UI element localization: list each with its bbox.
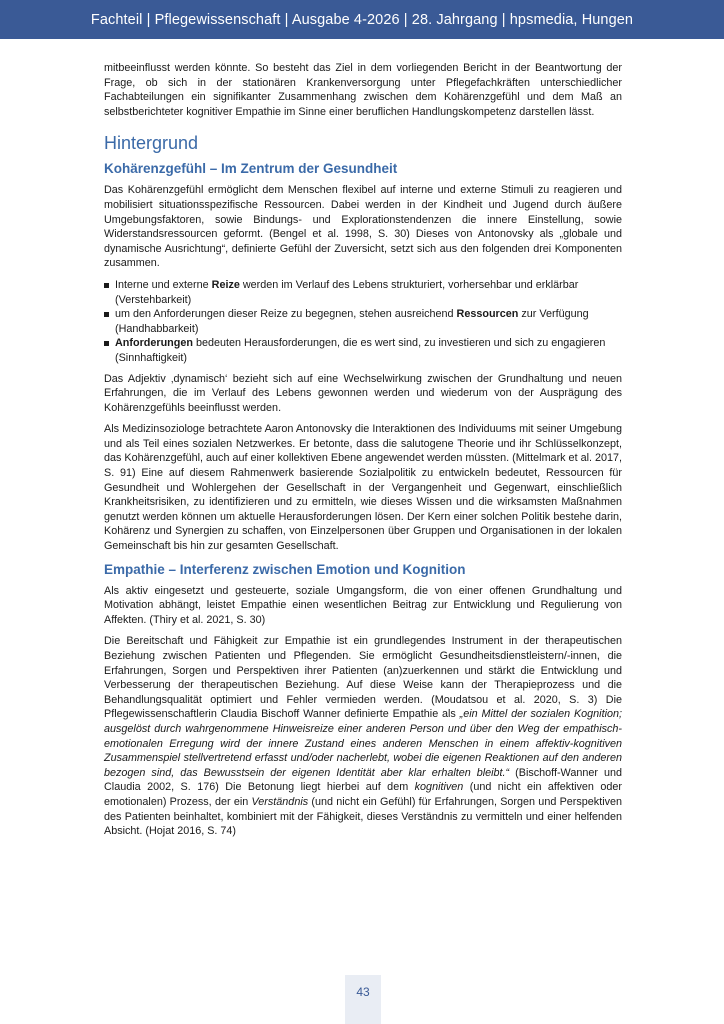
article-body [104,61,622,846]
paragraph: Das Kohärenzgefühl ermöglicht dem Menschen flexibel auf interne und externe Stimuli zu reagieren und mobilisiert situationsspezifische Ressourcen. Dabei werden in der Kindheit und Jugend durch äußere Umgebungsfaktoren, sowie Bindungs- und Explorationstendenzen die innere Einstellung, sowie Widerstandsressourcen geformt. (Bengel et al. 1998, S. 30) Dieses von Antonovsky als „globale und dynamische Ausrichtung“, definierte Gefühl der Zuversicht, setzt sich aus den folgenden drei Komponenten zusammen. [104,184,622,270]
bullet-square-icon [104,341,109,346]
section-heading: Hintergrund [104,133,199,154]
list-item: Interne und externe Reize werden im Verlauf des Lebens strukturiert, vorhersehbar und erklärbar (Verstehbarkeit) [104,278,622,307]
list-item: Anforderungen bedeuten Herausforderungen, die es wert sind, zu investieren und sich zu engagieren (Sinnhaftigkeit) [104,336,622,365]
header-text: Fachteil | Pflegewissenschaft | Ausgabe 4-2026 | 28. Jahrgang | hpsmedia, Hungen [90,11,634,28]
paragraph: Als aktiv eingesetzt und gesteuerte, soziale Umgangsform, die von einer offenen Grundhaltung und Motivation abhängt, leistet Empathie einen wesentlichen Beitrag zur Entwicklung und Regulierung von Affekten. (Thiry et al. 2021, S. 30) [104,584,622,626]
bullet-square-icon [104,283,109,288]
definition-quote: „ein Mittel der sozialen Kognition; ausgelöst durch wahrgenommene Hinweisreize einer anderen Person und über den Weg der empathisch-emotionalen Erregung wird der innere Zustand eines anderen Menschen in einem affektiv-kognitiven Zusammenspiel stellvertretend erfasst und/oder nacherlebt, wobei die eigenen Reaktionen auf den anderen bezogen sind, das Bewusstsein der eigenen Identität aber klar erhalten bleibt.“ [104,708,622,779]
subheading-empathie: Empathie – Interferenz zwischen Emotion und Kognition [104,561,466,577]
paragraph: Das Adjektiv ‚dynamisch‘ bezieht sich auf eine Wechselwirkung zwischen der Grundhaltung und neuen Erfahrungen, die im Verlauf des Lebens gewonnen werden und wiederum von der Ausprägung des Kohärenzgefühls beeinflusst werden. [104,372,622,414]
subheading-koherenzgefuehl: Kohärenzgefühl – Im Zentrum der Gesundheit [104,161,398,177]
page-header [0,0,724,39]
list-item: um den Anforderungen dieser Reize zu begegnen, stehen ausreichend Ressourcen zur Verfügung (Handhabbarkeit) [104,307,622,336]
page-number: 43 [356,985,370,999]
bullet-square-icon [104,312,109,317]
paragraph: Die Bereitschaft und Fähigkeit zur Empathie ist ein grundlegendes Instrument in der therapeutischen Beziehung zwischen Patienten und Pflegenden. Sie ermöglicht Gesundheitsdienstleistern/-innen, die Erfahrungen, Sorgen und Perspektiven ihrer Patienten (an)zuerkennen und stärkt die Entwicklung und Verbesserung der therapeutischen Beziehung. Auf diese Weise kann der Therapieprozess und die Behandlungsqualität optimiert und Fehler vermieden werden. (Moudatsou et al. 2020, S. 3) Die Pflegewissenschaftlerin Claudia Bischoff Wanner definierte Empathie als „ein Mittel der sozialen Kognition; ausgelöst durch wahrgenommene Hinweisreize einer anderen Person und über den Weg der empathisch-emotionalen Erregung wird der innere Zustand eines anderen Menschen in einem affektiv-kognitiven Zusammenspiel stellvertretend erfasst und/oder nacherlebt, wobei die eigenen Reaktionen auf den anderen bezogen sind, das Bewusstsein der eigenen Identität aber klar erhalten bleibt.“ (Bischoff-Wanner und Claudia 2002, S. 176) Die Betonung liegt hierbei auf dem kognitiven (und nicht ein affektiven oder emotionalen) Prozess, der ein Verständnis (und nicht ein Gefühl) für Erfahrungen, Sorgen und Perspektiven des Patienten beinhaltet, kombiniert mit der Fähigkeit, dieses Verständnis zu vermitteln und einer helfenden Absicht. (Hojat 2016, S. 74) [104,635,623,838]
intro-paragraph: mitbeeinflusst werden könnte. So besteht das Ziel in dem vorliegenden Bericht in der Beantwortung der Frage, ob sich in der stationären Krankenversorgung unter Pflegefachkräften unterschiedlicher Fachabteilungen ein signifikanter Zusammenhang zwischen dem Kohärenzgefühl und dem Maß an selbstberichteter kognitiver Empathie im Sinne einer beruflichen Handlungskompetenz darstellen lässt. [104,62,622,118]
paragraph: Als Medizinsoziologe betrachtete Aaron Antonovsky die Interaktionen des Individuums mit seiner Umgebung und als Teil eines sozialen Netzwerkes. Er betonte, dass die salutogene Theorie und ihr Schlüsselkonzept, das Kohärenzgefühl, auch auf einer kollektiven Ebene angewendet werden müssten. (Mittelmark et al. 2017, S. 91) Eine auf diesem Rahmenwerk basierende Sozialpolitik zu entwickeln bedeutet, Ressourcen für Gesundheit und Wohlergehen der Gesellschaft in der Vergangenheit und Gegenwart, einschließlich Krankheitsrisiken, zu identifizieren und zu ermitteln, wie dieses Wissen und die wirksamsten Maßnahmen genutzt werden können um aktuelle Herausforderungen lösen. Der Kern einer solchen Politik bestehe darin, Kohärenz und Synergien zu schaffen, von Einzelpersonen über Gruppen und Organisationen in der lokalen Gemeinschaft bis hin zur gesamten Gesellschaft. [104,423,622,553]
component-list [104,278,622,366]
page-number-box [345,975,381,1024]
